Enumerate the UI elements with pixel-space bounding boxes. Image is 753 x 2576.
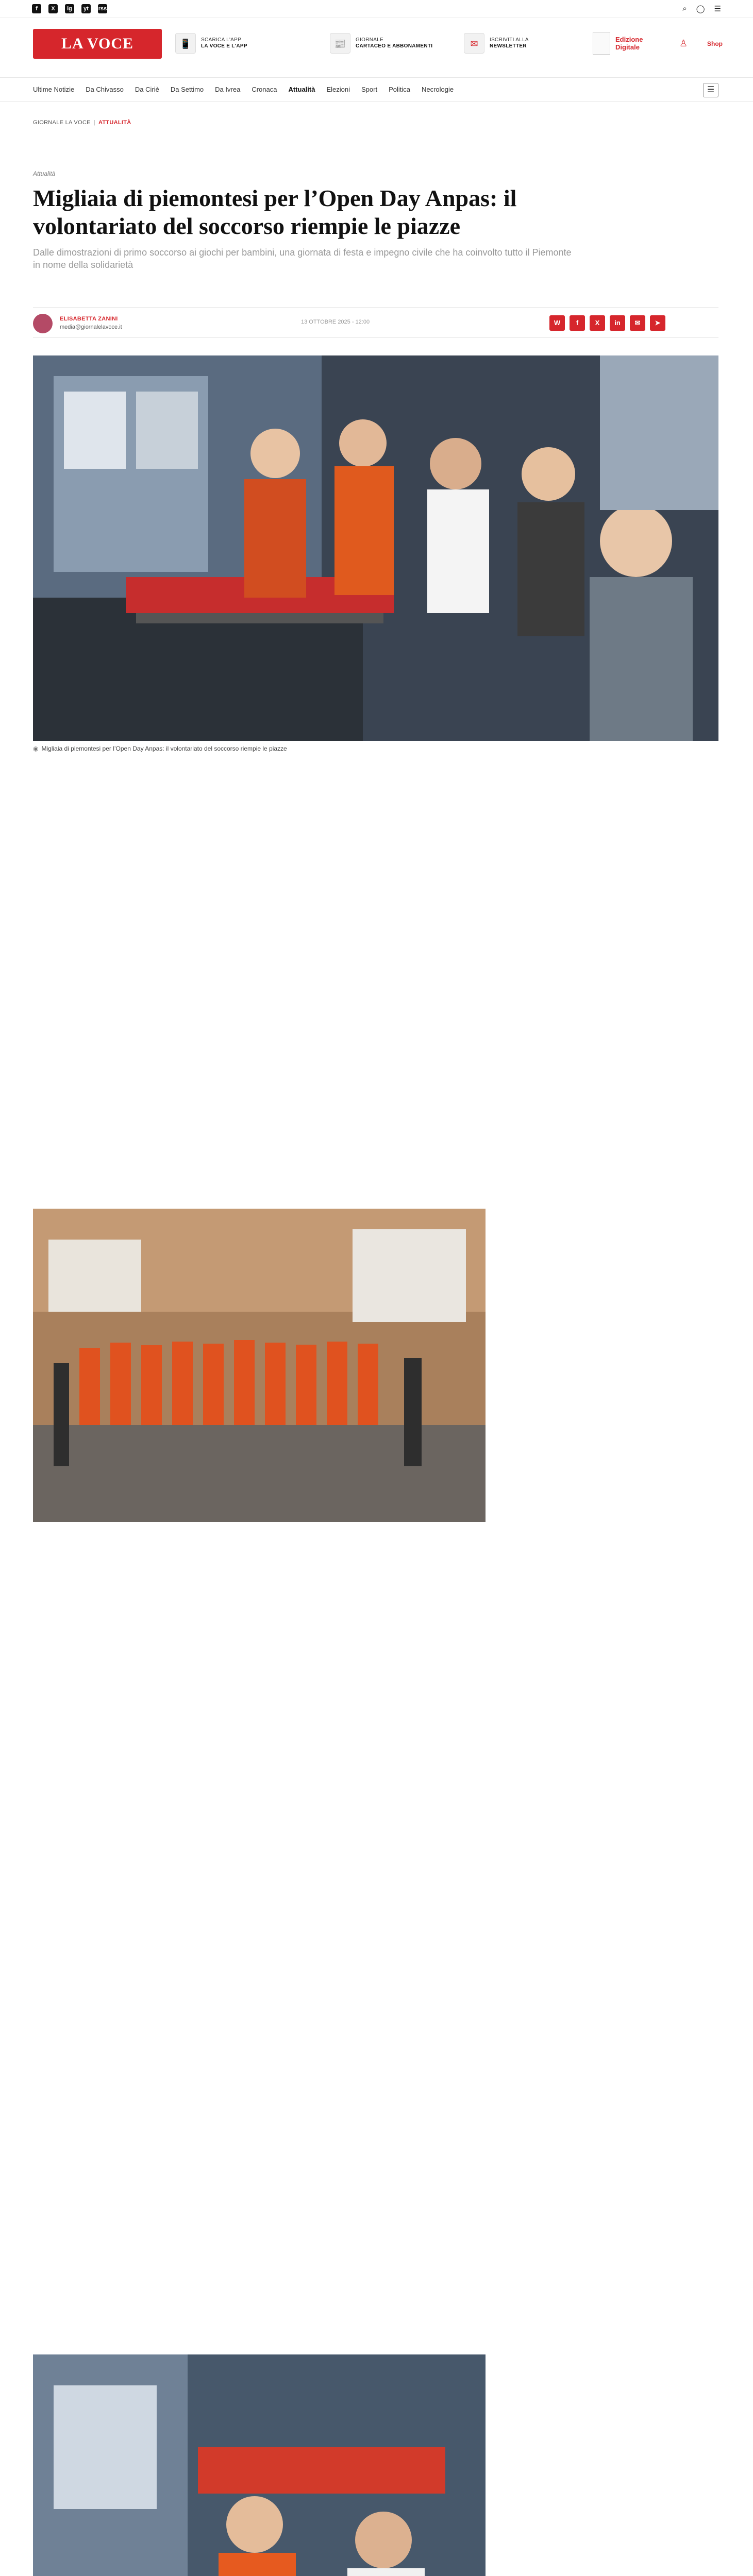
youtube-icon[interactable]: yt [81, 4, 91, 13]
share-buttons [549, 315, 665, 331]
article-photo-1 [33, 1209, 486, 1522]
site-logo-text: LA VOCE [61, 35, 134, 52]
nav-item-settimo[interactable]: Da Settimo [170, 86, 204, 93]
account-icon[interactable]: ♙ [679, 38, 688, 48]
utility-icons [682, 4, 721, 13]
menu-icon[interactable]: ☰ [714, 5, 721, 13]
mail-icon: ✉ [464, 33, 484, 54]
social-links [32, 4, 107, 13]
nav-item-ivrea[interactable]: Da Ivrea [215, 86, 241, 93]
digital-edition-link[interactable] [593, 32, 662, 55]
newspaper-icon: 📰 [330, 33, 350, 54]
telegram-share-icon[interactable]: ➤ [650, 315, 665, 331]
nav-item-elezioni[interactable]: Elezioni [326, 86, 350, 93]
promo-newsletter-big: NEWSLETTER [490, 43, 527, 49]
main-navigation [0, 77, 753, 102]
hamburger-menu-icon[interactable]: ☰ [703, 83, 718, 97]
hero-photo [33, 355, 718, 741]
author-avatar [33, 314, 53, 333]
article-kicker[interactable]: Attualità [33, 170, 56, 177]
promo-app-text [201, 37, 247, 49]
linkedin-share-icon[interactable]: in [610, 315, 625, 331]
breadcrumb-separator: | [93, 120, 95, 126]
article-byline [33, 307, 718, 338]
breadcrumb [33, 120, 131, 126]
nav-item-ultime-notizie[interactable]: Ultime Notizie [33, 86, 75, 93]
nav-list [33, 78, 465, 101]
rss-icon[interactable]: rss [98, 4, 107, 13]
search-icon[interactable]: ⌕ [682, 4, 687, 13]
promo-app-small: SCARICA L'APP [201, 37, 242, 43]
site-logo[interactable] [33, 29, 162, 59]
x-share-icon[interactable]: X [590, 315, 605, 331]
author-email[interactable]: media@giornalelavoce.it [60, 324, 122, 330]
hero-caption [33, 745, 718, 752]
author-name[interactable]: ELISABETTA ZANINI [60, 316, 118, 322]
phone-icon: 📱 [175, 33, 196, 54]
hero-caption-text: Migliaia di piemontesi per l’Open Day Anpas: il volontariato del soccorso riempie le piazze [41, 745, 287, 752]
edition-thumbnail [593, 32, 610, 55]
facebook-share-icon[interactable]: f [570, 315, 585, 331]
promo-newsletter-small: ISCRIVITI ALLA [490, 37, 529, 43]
whatsapp-share-icon[interactable]: W [549, 315, 565, 331]
article-subtitle: Dalle dimostrazioni di primo soccorso ai giochi per bambini, una giornata di festa e impegno civile che ha coinvolto tutto il Piemonte in nome della solidarietà [33, 247, 572, 270]
nav-item-attualita[interactable]: Attualità [288, 86, 315, 93]
promo-paper-text [356, 37, 432, 49]
nav-item-necrologie[interactable]: Necrologie [421, 86, 454, 93]
camera-icon: ◉ [33, 745, 39, 752]
article-title: Migliaia di piemontesi per l’Open Day Anpas: il volontariato del soccorso riempie le piazze [33, 185, 517, 239]
promo-app[interactable] [175, 33, 247, 54]
edition-label: Edizione Digitale [615, 36, 643, 51]
nav-item-politica[interactable]: Politica [389, 86, 410, 93]
nav-item-cirie[interactable]: Da Ciriè [135, 86, 159, 93]
promo-app-big: LA VOCE E L'APP [201, 43, 247, 49]
instagram-icon[interactable]: ig [65, 4, 74, 13]
breadcrumb-current[interactable]: ATTUALITÀ [98, 120, 131, 126]
nav-item-sport[interactable]: Sport [361, 86, 378, 93]
nav-item-chivasso[interactable]: Da Chivasso [86, 86, 124, 93]
top-utility-bar [0, 0, 753, 18]
promo-paper-big: CARTACEO E ABBONAMENTI [356, 43, 433, 49]
promo-newsletter[interactable] [464, 33, 529, 54]
promo-newsletter-text [490, 37, 529, 49]
site-header [0, 18, 753, 71]
promo-paper[interactable] [330, 33, 432, 54]
nav-item-cronaca[interactable]: Cronaca [252, 86, 277, 93]
user-icon[interactable]: ◯ [696, 5, 705, 13]
article-photo-2 [33, 2354, 486, 2576]
email-share-icon[interactable]: ✉ [630, 315, 645, 331]
promo-paper-small: GIORNALE [356, 37, 384, 43]
breadcrumb-home[interactable]: GIORNALE LA VOCE [33, 120, 91, 126]
x-twitter-icon[interactable]: X [48, 4, 58, 13]
shop-link[interactable]: Shop [707, 40, 723, 47]
article-date: 13 OTTOBRE 2025 - 12:00 [301, 319, 370, 325]
facebook-icon[interactable]: f [32, 4, 41, 13]
